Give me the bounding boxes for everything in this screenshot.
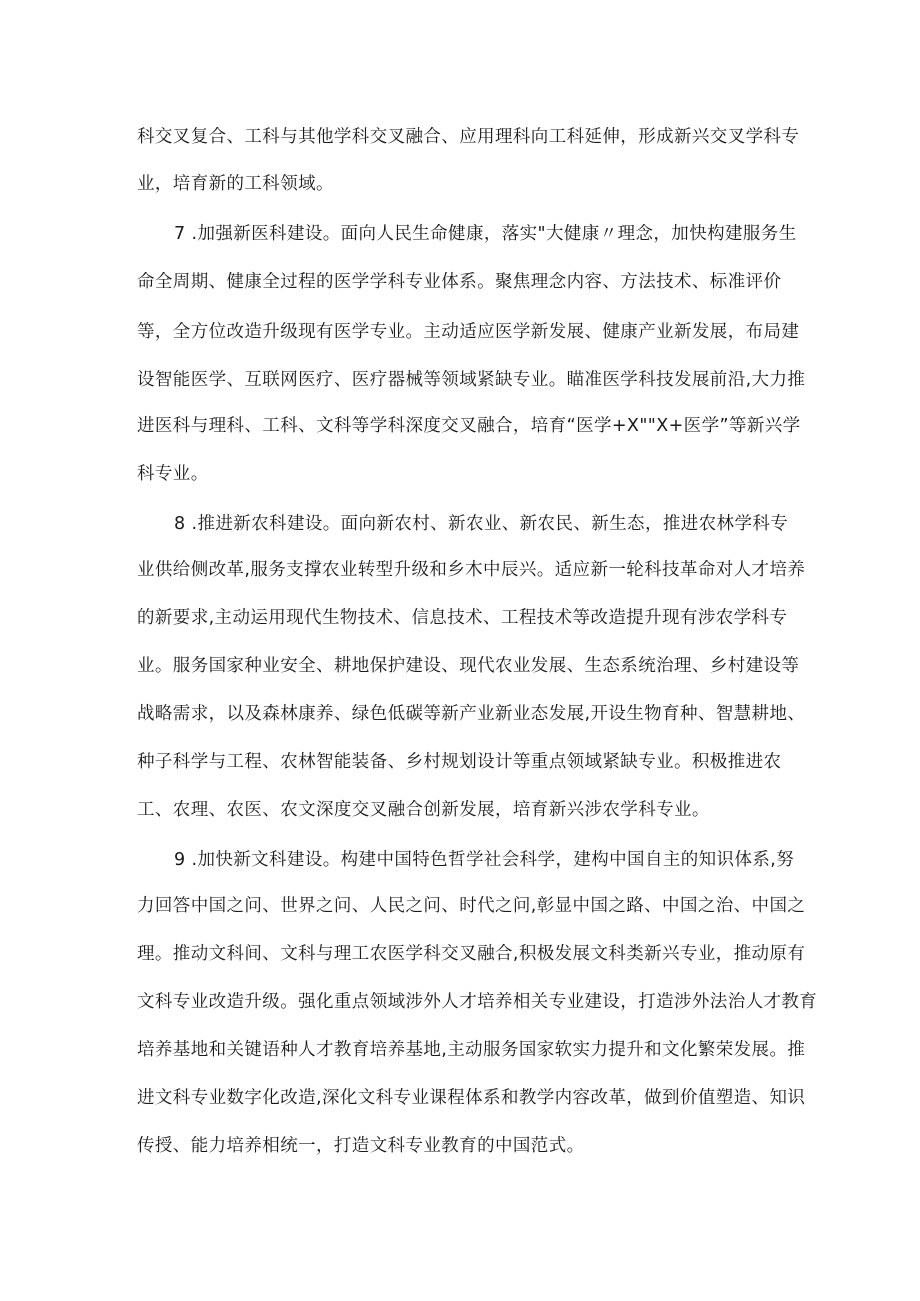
text-line: 进文科专业数字化改造,深化文科专业课程体系和教学内容改革，做到价值塑造、知识 — [137, 1088, 806, 1108]
text-line: 培养基地和关键语种人才教育培养基地,主动服务国家软实力提升和文化繁荣发展。推 — [137, 1040, 806, 1060]
section-9-heading-line: 9 .加快新文科建设。构建中国特色哲学社会科学，建构中国自主的知识体系,努 — [174, 850, 795, 870]
text-line: 进医科与理科、工科、文科等学科深度交叉融合，培育“医学+X""X+医学”等新兴学 — [137, 416, 801, 436]
text-line: 战略需求，以及森林康养、绿色低碳等新产业新业态发展,开设生物育种、智慧耕地、 — [137, 704, 806, 724]
text-line: 力回答中国之问、世界之问、人民之问、时代之问,彰显中国之路、中国之治、中国之 — [137, 896, 806, 916]
text-line: 科交叉复合、工科与其他学科交叉融合、应用理科向工科延伸，形成新兴交叉学科专 — [137, 127, 800, 147]
section-8-heading-line: 8 .推进新农科建设。面向新农村、新农业、新农民、新生态，推进农林学科专 — [174, 514, 789, 534]
text-line: 命全周期、健康全过程的医学学科专业体系。聚焦理念内容、方法技术、标准评价 — [137, 272, 782, 292]
text-line: 业，培育新的工科领域。 — [137, 174, 334, 194]
text-line: 业。服务国家种业安全、耕地保护建设、现代农业发展、生态系统治理、乡村建设等 — [137, 656, 800, 676]
text-line: 等，全方位改造升级现有医学专业。主动适应医学新发展、健康产业新发展，布局建 — [137, 322, 800, 342]
text-line: 传授、能力培养相统一，打造文科专业教育的中国范式。 — [137, 1136, 585, 1156]
text-line: 种子科学与工程、农林智能装备、乡村规划设计等重点领域紧缺专业。积极推进农 — [137, 752, 782, 772]
text-line: 工、农理、农医、农文深度交叉融合创新发展，培育新兴涉农学科专业。 — [137, 800, 710, 820]
text-line: 业供给侧改革,服务支撑农业转型升级和乡木中辰兴。适应新一轮科技革命对人才培养 — [137, 560, 806, 580]
text-line: 科专业。 — [137, 464, 209, 484]
section-7-heading-line: 7 .加强新医科建设。面向人民生命健康，落实"大健康〃理念，加快构建服务生 — [174, 224, 797, 244]
text-line: 的新要求,主动运用现代生物技术、信息技术、工程技术等改造提升现有涉农学科专 — [137, 608, 788, 628]
text-line: 理。推动文科间、文科与理工农医学科交叉融合,积极发展文科类新兴专业，推动原有 — [137, 944, 806, 964]
text-line: 文科专业改造升级。强化重点领域涉外人才培养相关专业建设，打造涉外法治人才教育 — [137, 992, 818, 1012]
text-line: 设智能医学、互联网医疗、医疗器械等领域紧缺专业。瞄准医学科技发展前沿,大力推 — [137, 370, 806, 390]
